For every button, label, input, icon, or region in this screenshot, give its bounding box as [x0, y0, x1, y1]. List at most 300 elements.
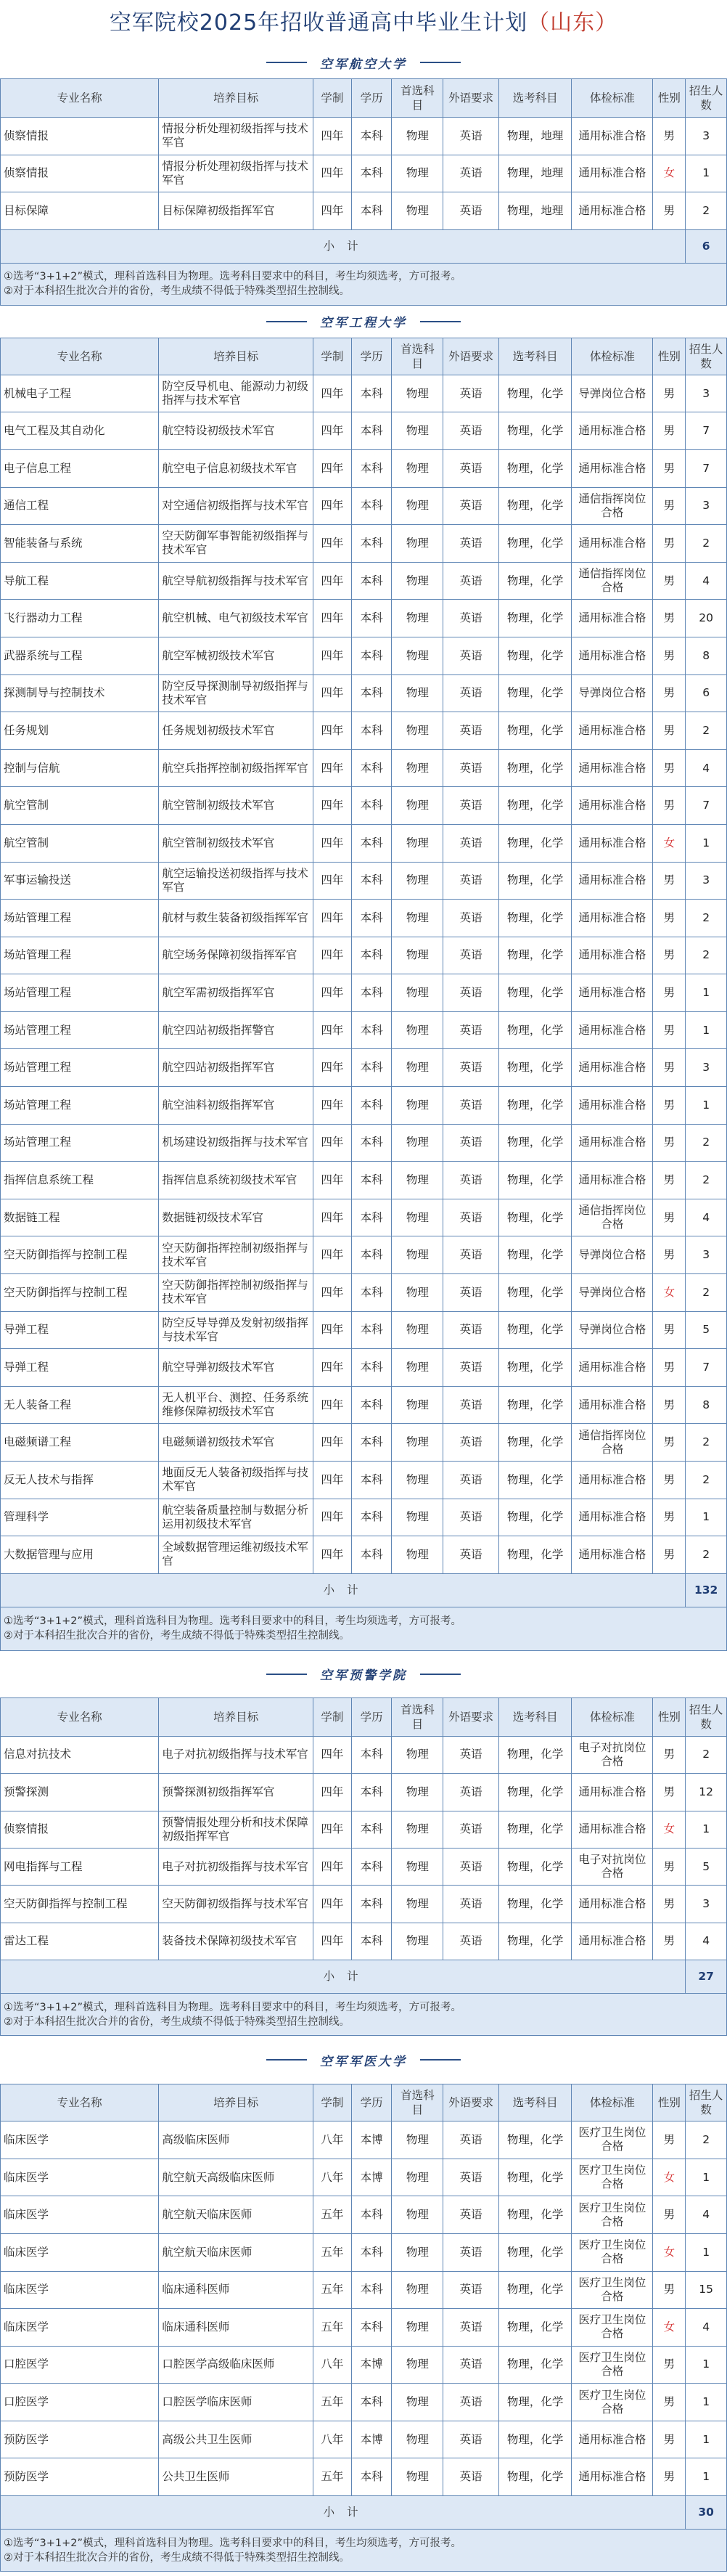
- table-cell: 防空反导机电、能源动力初级指挥与技术军官: [159, 375, 313, 412]
- column-header: 学历: [351, 79, 391, 118]
- table-cell: 四年: [313, 1274, 351, 1312]
- table-cell: 本科: [351, 412, 391, 450]
- table-cell: 医疗卫生岗位合格: [572, 2346, 653, 2384]
- table-cell: 五年: [313, 2309, 351, 2347]
- school-section: [0, 1651, 727, 2036]
- table-row: [1, 2233, 727, 2271]
- table-cell: 物理，化学: [498, 1199, 571, 1236]
- table-cell: 英语: [443, 900, 499, 937]
- table-cell: 本科: [351, 525, 391, 563]
- table-cell: 信息对抗技术: [1, 1736, 159, 1773]
- table-cell: 指挥信息系统初级技术军官: [159, 1162, 313, 1199]
- table-cell: 导弹工程: [1, 1311, 159, 1349]
- table-cell: 物理，化学: [498, 1886, 571, 1923]
- table-cell: 男: [653, 412, 686, 450]
- table-cell: 物理: [392, 1311, 443, 1349]
- table-cell: 15: [686, 2271, 727, 2309]
- table-cell: 本科: [351, 1774, 391, 1811]
- column-header: 选考科目: [498, 2084, 571, 2121]
- table-cell: 空天防御指挥与控制工程: [1, 1886, 159, 1923]
- table-cell: 物理，化学: [498, 974, 571, 1012]
- column-header: 培养目标: [159, 338, 313, 375]
- table-cell: 航空兵指挥控制初级指挥军官: [159, 749, 313, 787]
- table-cell: 空天防御军事智能初级指挥与技术军官: [159, 525, 313, 563]
- table-cell: 物理: [392, 2196, 443, 2234]
- school-banner: [0, 306, 727, 338]
- table-cell: 女: [653, 2233, 686, 2271]
- table-row: [1, 1236, 727, 1274]
- table-cell: 通信指挥岗位合格: [572, 487, 653, 525]
- table-cell: 英语: [443, 2309, 499, 2347]
- table-cell: 英语: [443, 1923, 499, 1960]
- table-cell: 通用标准合格: [572, 1811, 653, 1848]
- table-cell: 男: [653, 118, 686, 155]
- table-cell: 物理，化学: [498, 1811, 571, 1848]
- table-row: [1, 712, 727, 750]
- table-cell: 英语: [443, 2421, 499, 2458]
- table-cell: 四年: [313, 787, 351, 825]
- table-cell: 军事运输投送: [1, 862, 159, 900]
- note-text: ②对于本科招生批次合并的省份，考生成绩不得低于特殊类型招生控制线。: [4, 2015, 350, 2028]
- table-cell: 物理: [392, 1087, 443, 1125]
- table-cell: 四年: [313, 1386, 351, 1424]
- table-cell: 5: [686, 1848, 727, 1885]
- column-header: 学制: [313, 338, 351, 375]
- table-cell: 20: [686, 600, 727, 637]
- school-name: 空军航空大学: [320, 57, 407, 72]
- table-cell: 四年: [313, 1774, 351, 1811]
- banner-line-left: [266, 2059, 307, 2061]
- table-cell: 男: [653, 600, 686, 637]
- table-cell: 本博: [351, 2159, 391, 2196]
- table-cell: 导航工程: [1, 562, 159, 600]
- table-cell: 女: [653, 1274, 686, 1312]
- table-cell: 本科: [351, 1087, 391, 1125]
- notes-cell: [1, 1994, 727, 2036]
- table-row: [1, 1923, 727, 1960]
- table-cell: 四年: [313, 1162, 351, 1199]
- table-cell: 男: [653, 192, 686, 230]
- column-header: 首选科目: [392, 338, 443, 375]
- table-cell: 英语: [443, 2196, 499, 2234]
- table-row: [1, 1462, 727, 1499]
- table-cell: 物理，化学: [498, 1923, 571, 1960]
- banner-line-right: [420, 1674, 461, 1675]
- table-cell: 无人装备工程: [1, 1386, 159, 1424]
- table-cell: 网电指挥与工程: [1, 1848, 159, 1885]
- table-cell: 四年: [313, 937, 351, 974]
- table-cell: 医疗卫生岗位合格: [572, 2196, 653, 2234]
- table-row: [1, 155, 727, 192]
- table-cell: 2: [686, 525, 727, 563]
- table-cell: 四年: [313, 1886, 351, 1923]
- column-header: 学制: [313, 1697, 351, 1736]
- column-header: 外语要求: [443, 79, 499, 118]
- column-header: 培养目标: [159, 79, 313, 118]
- table-cell: 英语: [443, 155, 499, 192]
- table-cell: 7: [686, 787, 727, 825]
- table-cell: 英语: [443, 1536, 499, 1574]
- table-cell: 女: [653, 824, 686, 862]
- table-cell: 物理: [392, 2421, 443, 2458]
- table-cell: 英语: [443, 824, 499, 862]
- table-cell: 英语: [443, 600, 499, 637]
- table-cell: 物理，地理: [498, 192, 571, 230]
- table-cell: 男: [653, 674, 686, 712]
- table-cell: 物理，化学: [498, 2384, 571, 2421]
- table-cell: 通用标准合格: [572, 637, 653, 674]
- table-cell: 四年: [313, 1349, 351, 1387]
- table-cell: 本科: [351, 2271, 391, 2309]
- table-cell: 本科: [351, 1199, 391, 1236]
- table-cell: 通用标准合格: [572, 1923, 653, 1960]
- table-cell: 四年: [313, 1049, 351, 1087]
- table-row: [1, 2458, 727, 2496]
- table-cell: 四年: [313, 900, 351, 937]
- table-cell: 物理: [392, 118, 443, 155]
- table-cell: 本科: [351, 562, 391, 600]
- table-cell: 男: [653, 862, 686, 900]
- table-cell: 英语: [443, 749, 499, 787]
- table-cell: 物理: [392, 1011, 443, 1049]
- table-cell: 物理，化学: [498, 674, 571, 712]
- table-cell: 物理，化学: [498, 2458, 571, 2496]
- table-cell: 3: [686, 118, 727, 155]
- column-header: 选考科目: [498, 79, 571, 118]
- table-cell: 英语: [443, 1199, 499, 1236]
- table-cell: 男: [653, 1011, 686, 1049]
- table-cell: 物理: [392, 1774, 443, 1811]
- table-cell: 英语: [443, 787, 499, 825]
- table-cell: 本科: [351, 2196, 391, 2234]
- table-cell: 通用标准合格: [572, 1049, 653, 1087]
- table-cell: 物理: [392, 2121, 443, 2159]
- column-header: 招生人数: [686, 1697, 727, 1736]
- table-cell: 航空特设初级技术军官: [159, 412, 313, 450]
- table-cell: 高级公共卫生医师: [159, 2421, 313, 2458]
- table-cell: 物理: [392, 937, 443, 974]
- table-cell: 物理，化学: [498, 525, 571, 563]
- table-cell: 男: [653, 525, 686, 563]
- table-cell: 1: [686, 824, 727, 862]
- table-cell: 本科: [351, 375, 391, 412]
- table-cell: 目标保障初级指挥军官: [159, 192, 313, 230]
- table-cell: 1: [686, 974, 727, 1012]
- table-cell: 物理，化学: [498, 412, 571, 450]
- table-cell: 物理，化学: [498, 600, 571, 637]
- table-cell: 场站管理工程: [1, 1087, 159, 1125]
- table-cell: 物理，化学: [498, 562, 571, 600]
- table-cell: 英语: [443, 562, 499, 600]
- table-cell: 3: [686, 862, 727, 900]
- plan-table: [0, 338, 727, 1651]
- table-cell: 英语: [443, 1462, 499, 1499]
- table-row: [1, 600, 727, 637]
- table-cell: 1: [686, 2159, 727, 2196]
- table-cell: 物理: [392, 1162, 443, 1199]
- table-cell: 男: [653, 937, 686, 974]
- table-cell: 物理: [392, 1236, 443, 1274]
- table-cell: 八年: [313, 2346, 351, 2384]
- table-cell: 物理: [392, 1736, 443, 1773]
- table-cell: 航空军械初级技术军官: [159, 637, 313, 674]
- table-cell: 英语: [443, 1886, 499, 1923]
- column-header: 体检标准: [572, 338, 653, 375]
- column-header: 外语要求: [443, 338, 499, 375]
- table-cell: 3: [686, 1886, 727, 1923]
- column-header: 性别: [653, 1697, 686, 1736]
- table-row: [1, 1087, 727, 1125]
- table-cell: 物理: [392, 562, 443, 600]
- table-row: [1, 900, 727, 937]
- table-cell: 航空四站初级指挥军官: [159, 1049, 313, 1087]
- subtotal-row: [1, 229, 727, 263]
- table-cell: 八年: [313, 2421, 351, 2458]
- column-header: 体检标准: [572, 79, 653, 118]
- table-cell: 男: [653, 2271, 686, 2309]
- table-cell: 物理，化学: [498, 2271, 571, 2309]
- table-cell: 临床医学: [1, 2233, 159, 2271]
- table-cell: 本科: [351, 1886, 391, 1923]
- column-header: 学历: [351, 2084, 391, 2121]
- table-cell: 2: [686, 1162, 727, 1199]
- table-cell: 英语: [443, 525, 499, 563]
- subtotal-row: [1, 1960, 727, 1994]
- table-cell: 物理，化学: [498, 1736, 571, 1773]
- table-cell: 通信指挥岗位合格: [572, 1199, 653, 1236]
- table-cell: 英语: [443, 412, 499, 450]
- subtotal-row: [1, 2496, 727, 2530]
- table-cell: 电子对抗初级指挥与技术军官: [159, 1736, 313, 1773]
- header-row: [1, 2084, 727, 2121]
- notes-row: [1, 2530, 727, 2572]
- table-cell: 电磁频谱工程: [1, 1424, 159, 1462]
- column-header: 学历: [351, 1697, 391, 1736]
- table-cell: 物理: [392, 2346, 443, 2384]
- subtotal-label: 小 计: [1, 1573, 686, 1607]
- table-cell: 英语: [443, 937, 499, 974]
- table-cell: 通用标准合格: [572, 974, 653, 1012]
- table-cell: 英语: [443, 1011, 499, 1049]
- table-cell: 物理，化学: [498, 1462, 571, 1499]
- table-cell: 男: [653, 1736, 686, 1773]
- table-cell: 物理: [392, 2384, 443, 2421]
- table-cell: 物理: [392, 787, 443, 825]
- table-row: [1, 674, 727, 712]
- school-name: 空军预警学院: [320, 1668, 407, 1684]
- note-text: ①选考“3+1+2”模式，理科首选科目为物理。选考科目要求中的科目，考生均须选考，方可报考。: [4, 1615, 461, 1628]
- table-cell: 英语: [443, 1499, 499, 1536]
- table-cell: 通用标准合格: [572, 1162, 653, 1199]
- table-cell: 物理: [392, 600, 443, 637]
- table-cell: 英语: [443, 1774, 499, 1811]
- table-row: [1, 824, 727, 862]
- table-cell: 四年: [313, 1424, 351, 1462]
- table-cell: 临床医学: [1, 2159, 159, 2196]
- table-cell: 对空通信初级指挥与技术军官: [159, 487, 313, 525]
- table-cell: 物理: [392, 487, 443, 525]
- table-cell: 通用标准合格: [572, 2421, 653, 2458]
- table-cell: 4: [686, 2196, 727, 2234]
- table-cell: 男: [653, 900, 686, 937]
- table-cell: 本科: [351, 637, 391, 674]
- table-cell: 场站管理工程: [1, 937, 159, 974]
- table-cell: 口腔医学: [1, 2346, 159, 2384]
- table-cell: 物理: [392, 2309, 443, 2347]
- table-cell: 航空管制初级技术军官: [159, 787, 313, 825]
- table-cell: 物理，化学: [498, 449, 571, 487]
- table-cell: 控制与信航: [1, 749, 159, 787]
- table-cell: 物理: [392, 712, 443, 750]
- table-cell: 口腔医学高级临床医师: [159, 2346, 313, 2384]
- table-cell: 预警探测: [1, 1774, 159, 1811]
- table-cell: 2: [686, 937, 727, 974]
- table-cell: 男: [653, 1162, 686, 1199]
- table-cell: 电子对抗岗位合格: [572, 1736, 653, 1773]
- subtotal-value: 30: [686, 2496, 727, 2530]
- column-header: 学制: [313, 2084, 351, 2121]
- notes-row: [1, 263, 727, 305]
- table-row: [1, 637, 727, 674]
- banner-line-right: [420, 62, 461, 63]
- table-row: [1, 787, 727, 825]
- table-cell: 7: [686, 1349, 727, 1387]
- table-cell: 物理，化学: [498, 824, 571, 862]
- table-cell: 物理，地理: [498, 118, 571, 155]
- table-cell: 本科: [351, 1311, 391, 1349]
- table-cell: 通用标准合格: [572, 600, 653, 637]
- table-cell: 全域数据管理运维初级技术军官: [159, 1536, 313, 1574]
- table-cell: 通信工程: [1, 487, 159, 525]
- table-cell: 物理，化学: [498, 2309, 571, 2347]
- plan-table: [0, 1697, 727, 2036]
- table-cell: 男: [653, 1236, 686, 1274]
- table-row: [1, 937, 727, 974]
- table-cell: 通用标准合格: [572, 1886, 653, 1923]
- table-cell: 4: [686, 1923, 727, 1960]
- table-cell: 物理，化学: [498, 1499, 571, 1536]
- table-cell: 医疗卫生岗位合格: [572, 2159, 653, 2196]
- table-cell: 2: [686, 192, 727, 230]
- table-cell: 四年: [313, 1499, 351, 1536]
- table-cell: 本科: [351, 1124, 391, 1162]
- table-cell: 五年: [313, 2196, 351, 2234]
- table-cell: 本科: [351, 974, 391, 1012]
- table-cell: 物理，地理: [498, 155, 571, 192]
- table-cell: 男: [653, 1124, 686, 1162]
- subtotal-value: 27: [686, 1960, 727, 1994]
- table-cell: 2: [686, 2121, 727, 2159]
- table-cell: 3: [686, 375, 727, 412]
- table-cell: 通用标准合格: [572, 712, 653, 750]
- table-cell: 航空装备质量控制与数据分析运用初级技术军官: [159, 1499, 313, 1536]
- table-cell: 导弹岗位合格: [572, 1311, 653, 1349]
- banner-line-right: [420, 321, 461, 322]
- table-cell: 2: [686, 1736, 727, 1773]
- notes-cell: [1, 2530, 727, 2572]
- table-cell: 物理，化学: [498, 1124, 571, 1162]
- table-cell: 本科: [351, 1274, 391, 1312]
- table-cell: 五年: [313, 2458, 351, 2496]
- column-header: 培养目标: [159, 1697, 313, 1736]
- table-cell: 通用标准合格: [572, 1011, 653, 1049]
- table-cell: 航空机械、电气初级技术军官: [159, 600, 313, 637]
- table-cell: 2: [686, 1274, 727, 1312]
- page-title: [0, 0, 727, 46]
- table-cell: 8: [686, 637, 727, 674]
- table-row: [1, 487, 727, 525]
- table-cell: 场站管理工程: [1, 1124, 159, 1162]
- table-cell: 空天防御初级指挥与技术军官: [159, 1886, 313, 1923]
- table-cell: 物理: [392, 1199, 443, 1236]
- table-cell: 通用标准合格: [572, 900, 653, 937]
- school-name: 空军军医大学: [320, 2054, 407, 2069]
- table-cell: 临床医学: [1, 2271, 159, 2309]
- table-row: [1, 1774, 727, 1811]
- table-cell: 1: [686, 2233, 727, 2271]
- table-cell: 管理科学: [1, 1499, 159, 1536]
- table-cell: 男: [653, 1311, 686, 1349]
- table-row: [1, 1049, 727, 1087]
- table-cell: 航空管制: [1, 787, 159, 825]
- table-cell: 1: [686, 155, 727, 192]
- table-cell: 四年: [313, 1311, 351, 1349]
- note-text: ②对于本科招生批次合并的省份，考生成绩不得低于特殊类型招生控制线。: [4, 285, 350, 298]
- column-header: 性别: [653, 79, 686, 118]
- table-cell: 男: [653, 1774, 686, 1811]
- table-cell: 大数据管理与应用: [1, 1536, 159, 1574]
- table-cell: 物理，化学: [498, 787, 571, 825]
- table-cell: 地面反无人装备初级指挥与技术军官: [159, 1462, 313, 1499]
- table-cell: 物理: [392, 1499, 443, 1536]
- table-cell: 航空航天临床医师: [159, 2196, 313, 2234]
- table-cell: 英语: [443, 1124, 499, 1162]
- table-cell: 女: [653, 1811, 686, 1848]
- table-cell: 12: [686, 1774, 727, 1811]
- table-cell: 物理，化学: [498, 749, 571, 787]
- table-row: [1, 562, 727, 600]
- table-row: [1, 2159, 727, 2196]
- table-cell: 物理，化学: [498, 1848, 571, 1885]
- table-cell: 3: [686, 1049, 727, 1087]
- table-cell: 物理: [392, 637, 443, 674]
- table-cell: 物理，化学: [498, 1274, 571, 1312]
- table-cell: 男: [653, 787, 686, 825]
- table-cell: 物理，化学: [498, 900, 571, 937]
- table-cell: 本科: [351, 1848, 391, 1885]
- table-cell: 八年: [313, 2159, 351, 2196]
- table-cell: 通用标准合格: [572, 1536, 653, 1574]
- table-cell: 6: [686, 674, 727, 712]
- table-cell: 物理，化学: [498, 2159, 571, 2196]
- table-cell: 本科: [351, 1424, 391, 1462]
- table-cell: 7: [686, 449, 727, 487]
- school-sections: [0, 46, 727, 2572]
- table-row: [1, 449, 727, 487]
- table-cell: 物理: [392, 412, 443, 450]
- table-cell: 四年: [313, 1536, 351, 1574]
- column-header: 性别: [653, 338, 686, 375]
- table-row: [1, 2309, 727, 2347]
- table-cell: 英语: [443, 862, 499, 900]
- table-cell: 航空导弹初级技术军官: [159, 1349, 313, 1387]
- table-cell: 男: [653, 2458, 686, 2496]
- page-title-text: 空军院校2025年招收普通高中毕业生计划: [109, 10, 528, 36]
- subtotal-value: 132: [686, 1573, 727, 1607]
- column-header: 专业名称: [1, 1697, 159, 1736]
- column-header: 专业名称: [1, 338, 159, 375]
- table-cell: 本科: [351, 1236, 391, 1274]
